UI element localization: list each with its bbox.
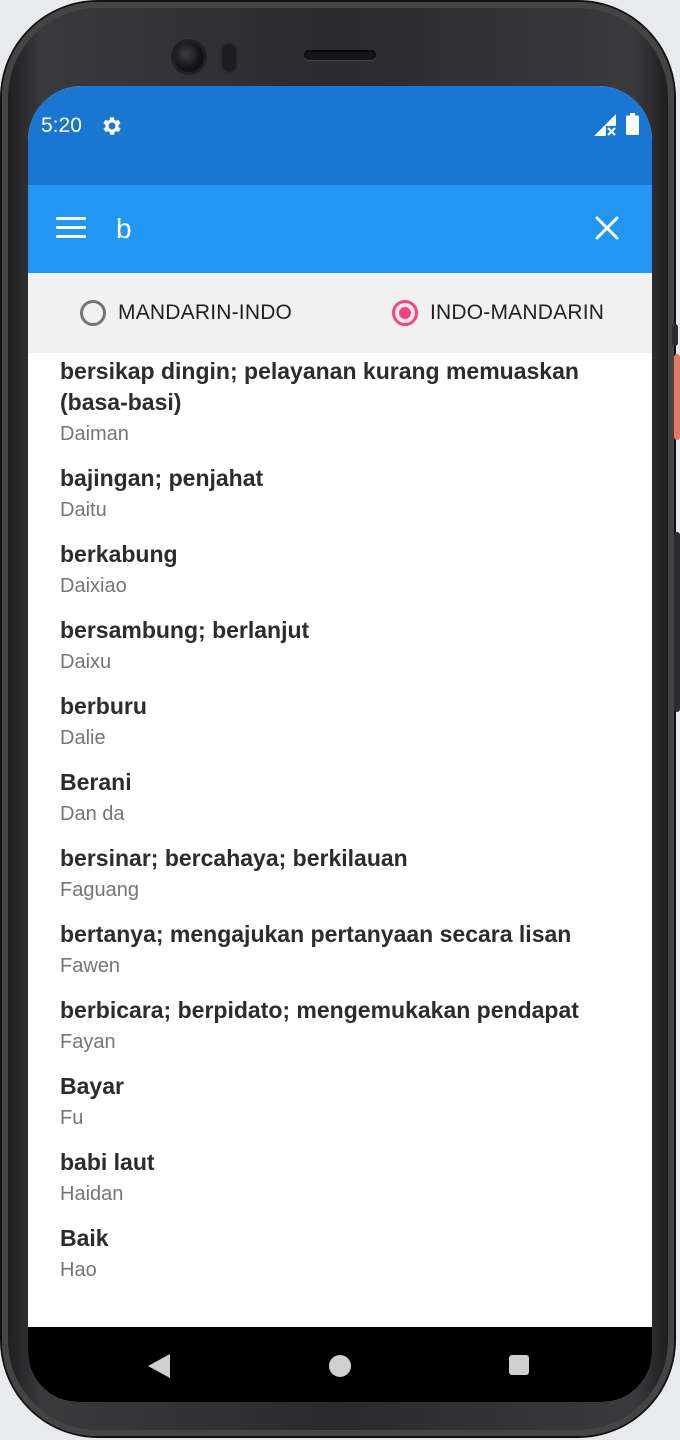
screen: [28, 86, 652, 1402]
item-subtitle: Hao: [60, 1259, 97, 1281]
list-item[interactable]: [28, 1065, 652, 1141]
phone-frame: [2, 2, 674, 1436]
item-title: bersikap dingin; pelayanan kurang memuaskan (basa-basi): [60, 358, 579, 415]
power-button: [672, 324, 678, 346]
list-item[interactable]: [28, 685, 652, 761]
item-subtitle: Faguang: [60, 879, 139, 901]
item-subtitle: Haidan: [60, 1183, 124, 1205]
item-title: berbicara; berpidato; mengemukakan pendapat: [60, 997, 579, 1023]
item-subtitle: Dalie: [60, 727, 106, 749]
side-button-accent: [674, 354, 680, 440]
status-bar: [28, 86, 652, 185]
list-item[interactable]: [28, 761, 652, 837]
earpiece-speaker: [304, 50, 376, 60]
item-subtitle: Daitu: [60, 499, 107, 521]
item-title: bertanya; mengajukan pertanyaan secara lisan: [60, 921, 572, 947]
list-item[interactable]: [28, 353, 652, 457]
search-toolbar: [28, 185, 652, 273]
item-title: babi laut: [60, 1149, 155, 1175]
hamburger-menu-icon[interactable]: [56, 215, 88, 241]
close-icon[interactable]: [594, 215, 620, 241]
item-title: berburu: [60, 693, 147, 719]
cell-signal-icon: [594, 114, 616, 136]
back-triangle-icon[interactable]: [148, 1354, 170, 1378]
front-camera: [174, 42, 204, 72]
results-list[interactable]: [28, 353, 652, 1327]
volume-button: [674, 532, 680, 712]
item-title: Bayar: [60, 1073, 124, 1099]
radio-indo-mandarin[interactable]: [392, 273, 604, 353]
proximity-sensor: [220, 42, 238, 74]
item-subtitle: Fu: [60, 1107, 84, 1129]
home-circle-icon[interactable]: [329, 1355, 351, 1377]
list-item[interactable]: [28, 989, 652, 1065]
list-item[interactable]: [28, 837, 652, 913]
item-title: bersinar; bercahaya; berkilauan: [60, 845, 408, 871]
item-title: bajingan; penjahat: [60, 465, 264, 491]
item-title: Baik: [60, 1225, 109, 1251]
radio-checked-icon: [392, 300, 418, 326]
direction-radio-group: [28, 273, 652, 353]
radio-label-indo-mandarin: INDO-MANDARIN: [430, 301, 605, 324]
status-time: 5:20: [41, 114, 82, 137]
item-subtitle: Fawen: [60, 955, 121, 977]
radio-label-mandarin-indo: MANDARIN-INDO: [118, 301, 293, 324]
settings-gear-icon: [100, 114, 124, 138]
list-item[interactable]: [28, 1141, 652, 1217]
list-item[interactable]: [28, 913, 652, 989]
list-item[interactable]: [28, 457, 652, 533]
search-input[interactable]: [116, 207, 556, 251]
radio-mandarin-indo[interactable]: [80, 273, 292, 353]
navigation-bar: [28, 1327, 652, 1402]
battery-icon: [626, 113, 639, 135]
radio-unchecked-icon: [80, 300, 106, 326]
list-item[interactable]: [28, 1217, 652, 1293]
item-subtitle: Daixiao: [60, 575, 127, 597]
item-title: bersambung; berlanjut: [60, 617, 310, 643]
item-subtitle: Dan da: [60, 803, 125, 825]
item-title: berkabung: [60, 541, 178, 567]
item-subtitle: Fayan: [60, 1031, 116, 1053]
recents-square-icon[interactable]: [509, 1355, 529, 1375]
list-item[interactable]: [28, 533, 652, 609]
item-title: Berani: [60, 769, 132, 795]
item-subtitle: Daiman: [60, 423, 129, 445]
item-subtitle: Daixu: [60, 651, 112, 673]
list-item[interactable]: [28, 609, 652, 685]
